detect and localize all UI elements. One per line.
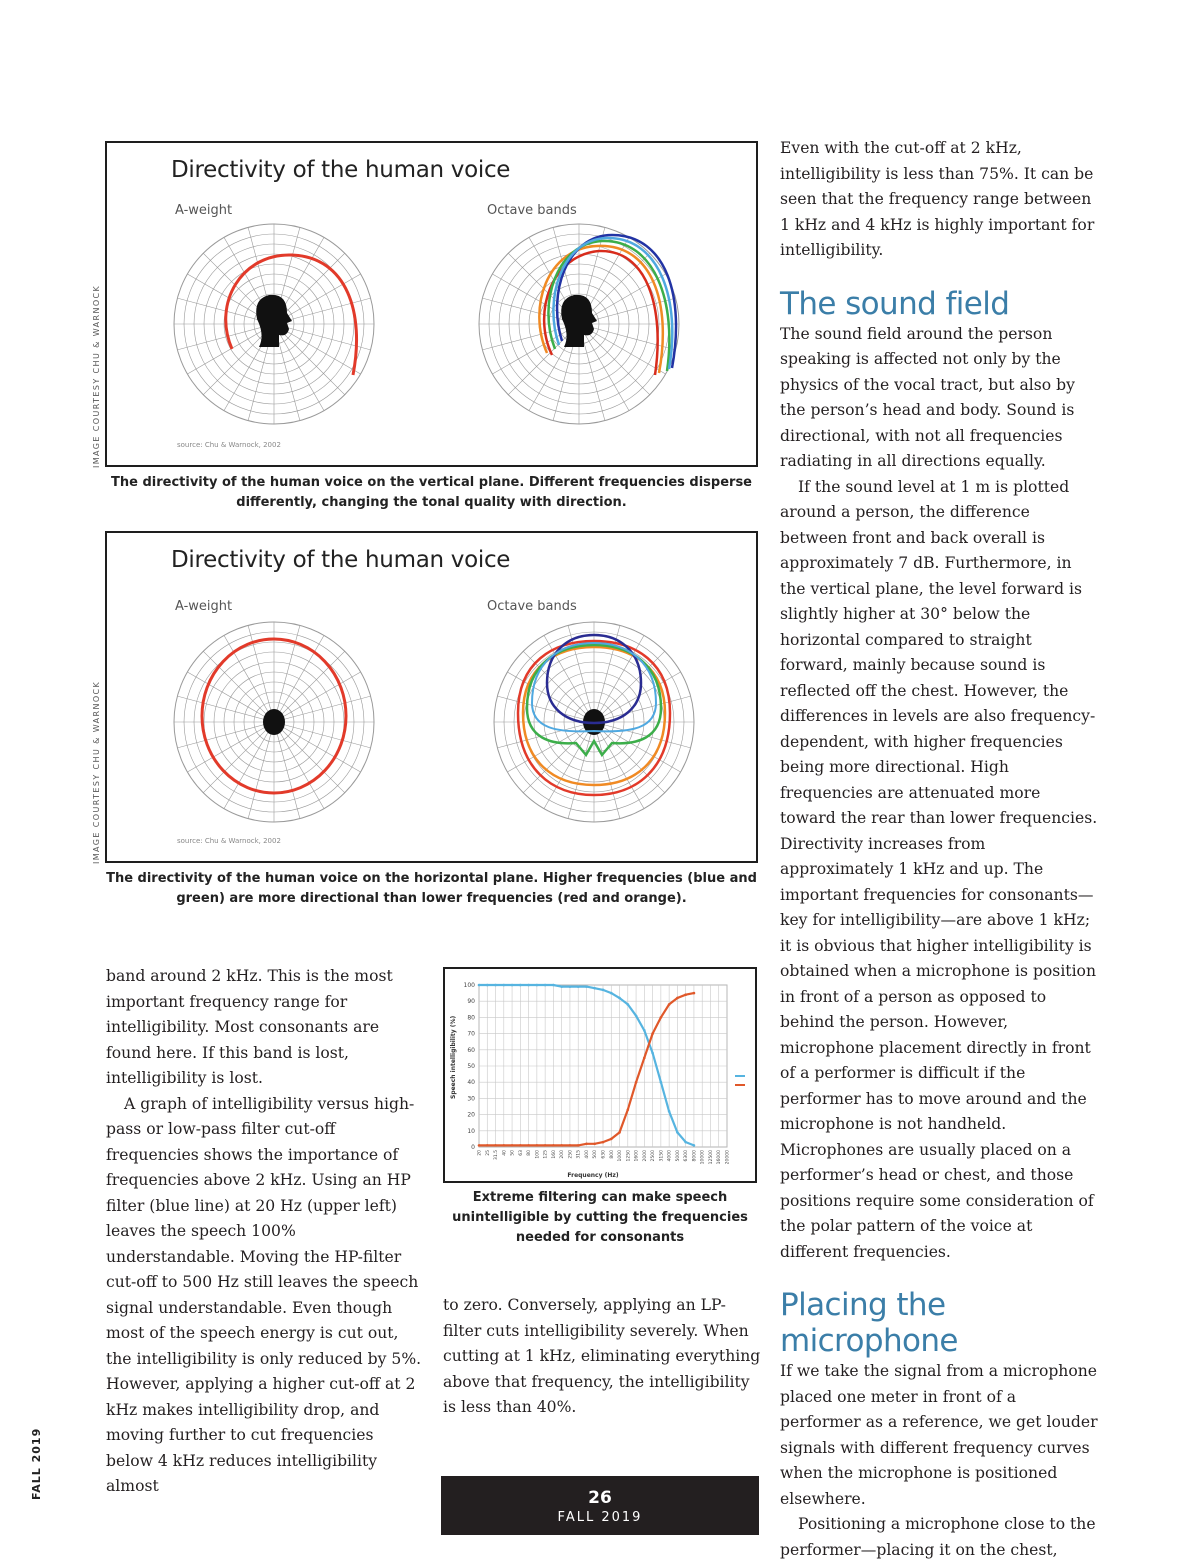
figure1-credit: IMAGE COURTESY CHU & WARNOCK bbox=[92, 284, 101, 468]
polar-spoke bbox=[187, 722, 274, 772]
data-point bbox=[569, 1144, 572, 1147]
data-point bbox=[627, 1108, 630, 1111]
figure2-source: source: Chu & Warnock, 2002 bbox=[177, 837, 281, 845]
data-point bbox=[552, 1144, 555, 1147]
column-1 bbox=[106, 964, 424, 1500]
data-point bbox=[577, 1144, 580, 1147]
y-tick-label: 100 bbox=[463, 982, 475, 989]
data-point bbox=[544, 1144, 547, 1147]
figure1-directivity-vertical bbox=[105, 141, 758, 467]
column1-paragraph-2: A graph of intelligibility versus high-pass or low-pass filter cut-off frequencies shows the importance of frequencies above 2 kHz. Using an HP filter (blue line) at 20 Hz (upper left) leaves the speech 100% understandable. Moving the HP-filter cut-off to 500 Hz still leaves the speech signal understandable. Even though most of the speech energy is cut out, the intelligibility is only reduced by 5%. However, applying a higher cut-off at 2 kHz makes intelligibility drop, and moving further to cut frequencies below 4 kHz reduces intelligibility almost bbox=[106, 1094, 422, 1495]
figure2-directivity-horizontal bbox=[105, 531, 758, 863]
data-point bbox=[643, 1057, 646, 1060]
polar-spoke bbox=[224, 722, 274, 809]
polar-spoke bbox=[594, 722, 620, 819]
data-point bbox=[503, 984, 506, 987]
y-tick-label: 0 bbox=[471, 1144, 475, 1151]
x-tick-label: 4000 bbox=[667, 1150, 673, 1162]
x-tick-label: 1250 bbox=[626, 1150, 632, 1162]
data-point bbox=[560, 985, 563, 988]
heading-placing-microphone: Placing the microphone bbox=[780, 1287, 958, 1359]
figure1-source: source: Chu & Warnock, 2002 bbox=[177, 441, 281, 449]
data-point bbox=[618, 1131, 621, 1134]
y-tick-label: 60 bbox=[467, 1046, 475, 1054]
x-tick-label: 400 bbox=[584, 1150, 590, 1159]
data-point bbox=[536, 1144, 539, 1147]
x-tick-label: 630 bbox=[601, 1150, 607, 1159]
x-tick-label: 50 bbox=[510, 1150, 516, 1156]
x-tick-label: 100 bbox=[535, 1150, 541, 1159]
figure1-left-label: A-weight bbox=[175, 203, 233, 218]
column3-paragraph-5: Positioning a microphone close to the performer—placing it on the chest, bbox=[780, 1515, 1096, 1559]
x-tick-label: 125 bbox=[543, 1150, 549, 1159]
polar-spoke bbox=[579, 324, 629, 411]
data-point bbox=[552, 984, 555, 987]
y-tick-label: 70 bbox=[467, 1030, 475, 1038]
data-point bbox=[478, 1144, 481, 1147]
figure1-caption: The directivity of the human voice on the vertical plane. Different frequencies disperse differently, changing the tonal quality with direction. bbox=[110, 475, 752, 510]
polar-spoke bbox=[274, 635, 324, 722]
column-3 bbox=[780, 136, 1098, 1563]
data-point bbox=[668, 1110, 671, 1113]
data-point bbox=[610, 1138, 613, 1141]
data-point bbox=[651, 1032, 654, 1035]
x-tick-label: 40 bbox=[502, 1150, 508, 1156]
polar-spoke bbox=[274, 722, 324, 809]
data-point bbox=[577, 985, 580, 988]
data-point bbox=[618, 997, 621, 1000]
x-tick-label: 800 bbox=[609, 1150, 615, 1159]
data-point bbox=[486, 1144, 489, 1147]
figure2-credit: IMAGE COURTESY CHU & WARNOCK bbox=[92, 680, 101, 864]
polar-spoke bbox=[224, 635, 274, 722]
x-tick-label: 25 bbox=[485, 1150, 491, 1156]
column3-paragraph-2: The sound field around the person speaking is affected not only by the physics of the vocal tract, but also by the person’s head and body. Sound is directional, with not all frequencies radiating in all directions equally. bbox=[780, 324, 1075, 470]
polar-spoke bbox=[568, 722, 594, 819]
data-point bbox=[486, 984, 489, 987]
data-point bbox=[478, 984, 481, 987]
figure2-polar-plots bbox=[107, 533, 758, 863]
polar-spoke bbox=[177, 696, 274, 722]
figure2-right-label: Octave bands bbox=[487, 599, 577, 614]
chart-ylabel: Speech intelligibility (%) bbox=[450, 1015, 457, 1099]
data-point bbox=[602, 1141, 605, 1144]
x-tick-label: 63 bbox=[518, 1150, 524, 1156]
x-tick-label: 20000 bbox=[725, 1150, 731, 1165]
polar-spoke bbox=[274, 324, 324, 411]
figure1-polar-plots bbox=[107, 143, 758, 467]
x-tick-label: 16000 bbox=[717, 1150, 723, 1165]
x-tick-label: 5000 bbox=[675, 1150, 681, 1162]
column3-paragraph-3: If the sound level at 1 m is plotted around a person, the difference between front and back overall is approximately 7 dB. Furthermore, in the vertical plane, the level forward is slightly higher at 30° below the horizontal compared to straight forward, mainly because sound is reflected off the chest. However, the differences in levels are also frequency-dependent, with higher frequencies being more directional. High frequencies are attenuated more toward the rear than lower frequencies. Directivity increases from approximately 1 kHz and up. The important frequencies for consonants—key for intelligibility—are above 1 kHz; it is obvious that higher intelligibility is obtained when a microphone is position in front of a person as opposed to behind the person. However, microphone placement directly in front of a performer is difficult if the performer has to move around and the microphone is not handheld. Microphones are usually placed on a performer’s head or chest, and those positions require some consideration of the polar pattern of the voice at different frequencies. bbox=[780, 477, 1098, 1261]
polar-spoke bbox=[594, 696, 691, 722]
polar-spoke bbox=[187, 672, 274, 722]
figure3-intelligibility-chart bbox=[443, 967, 757, 1183]
y-tick-label: 40 bbox=[467, 1079, 475, 1087]
polar-spoke bbox=[274, 672, 361, 722]
x-tick-label: 12500 bbox=[708, 1150, 714, 1165]
data-point bbox=[676, 997, 679, 1000]
figure1-right-label: Octave bands bbox=[487, 203, 577, 218]
data-point bbox=[560, 1144, 563, 1147]
data-point bbox=[635, 1081, 638, 1084]
data-point bbox=[627, 1003, 630, 1006]
data-point bbox=[693, 1144, 696, 1147]
page-number: 26 bbox=[588, 1488, 612, 1508]
polar-spoke bbox=[274, 722, 300, 819]
data-point bbox=[569, 985, 572, 988]
column-2 bbox=[443, 1293, 763, 1421]
y-tick-label: 80 bbox=[467, 1014, 475, 1022]
head-topview-icon bbox=[263, 709, 285, 735]
data-point bbox=[593, 1142, 596, 1145]
y-tick-label: 20 bbox=[467, 1111, 475, 1119]
data-point bbox=[511, 984, 514, 987]
polar-spoke bbox=[177, 722, 274, 748]
x-tick-label: 80 bbox=[527, 1150, 533, 1156]
x-tick-label: 6300 bbox=[684, 1150, 690, 1162]
x-tick-label: 2500 bbox=[651, 1150, 657, 1162]
data-point bbox=[651, 1052, 654, 1055]
side-issue-label: FALL 2019 bbox=[30, 1427, 43, 1500]
x-tick-label: 20 bbox=[477, 1150, 483, 1156]
x-tick-label: 1000 bbox=[618, 1150, 624, 1162]
polar-spoke bbox=[492, 324, 579, 374]
data-point bbox=[593, 987, 596, 990]
data-point bbox=[660, 1016, 663, 1019]
x-tick-label: 3150 bbox=[659, 1150, 665, 1162]
data-point bbox=[676, 1131, 679, 1134]
data-point bbox=[519, 984, 522, 987]
column3-paragraph-1: Even with the cut-off at 2 kHz, intelligibility is less than 75%. It can be seen that the frequency range between 1 kHz and 4 kHz is highly important for intelligibility. bbox=[780, 139, 1095, 259]
polar-spoke bbox=[594, 722, 681, 772]
polar-spoke bbox=[274, 696, 371, 722]
data-point bbox=[527, 984, 530, 987]
x-tick-label: 31.5 bbox=[494, 1150, 500, 1161]
x-tick-label: 250 bbox=[568, 1150, 574, 1159]
figure1-title: Directivity of the human voice bbox=[171, 157, 511, 183]
polar-spoke bbox=[274, 722, 361, 772]
polar-spoke bbox=[274, 722, 371, 748]
data-point bbox=[585, 985, 588, 988]
data-point bbox=[635, 1014, 638, 1017]
figure2-left-label: A-weight bbox=[175, 599, 233, 614]
y-tick-label: 30 bbox=[467, 1095, 475, 1103]
data-point bbox=[610, 992, 613, 995]
data-point bbox=[494, 984, 497, 987]
column3-paragraph-4: If we take the signal from a microphone placed one meter in front of a performer as a reference, we get louder signals with different frequency curves when the microphone is positioned elsewhere. bbox=[780, 1362, 1098, 1508]
data-point bbox=[693, 992, 696, 995]
figure2-caption: The directivity of the human voice on the horizontal plane. Higher frequencies (blue and green) are more directional than lower frequencies (red and orange). bbox=[106, 871, 757, 906]
issue-label: FALL 2019 bbox=[557, 1510, 643, 1525]
x-tick-label: 160 bbox=[551, 1150, 557, 1159]
data-point bbox=[643, 1029, 646, 1032]
data-point bbox=[684, 1141, 687, 1144]
x-tick-label: 10000 bbox=[700, 1150, 706, 1165]
data-point bbox=[519, 1144, 522, 1147]
y-tick-label: 90 bbox=[467, 998, 475, 1006]
figure2-title: Directivity of the human voice bbox=[171, 547, 511, 573]
x-tick-label: 8000 bbox=[692, 1150, 698, 1162]
x-tick-label: 2000 bbox=[642, 1150, 648, 1162]
polar-spoke bbox=[497, 696, 594, 722]
data-point bbox=[544, 984, 547, 987]
data-point bbox=[684, 993, 687, 996]
heading-sound-field: The sound field bbox=[780, 285, 1010, 322]
figure3-caption: Extreme filtering can make speech unintelligible by cutting the frequencies needed for consonants bbox=[452, 1190, 748, 1245]
data-point bbox=[668, 1003, 671, 1006]
page-footer bbox=[441, 1476, 759, 1535]
data-point bbox=[503, 1144, 506, 1147]
x-tick-label: 500 bbox=[593, 1150, 599, 1159]
column1-paragraph-1: band around 2 kHz. This is the most important frequency range for intelligibility. Most consonants are found here. If this band is lost, intelligibility is lost. bbox=[106, 967, 393, 1087]
data-point bbox=[494, 1144, 497, 1147]
intelligibility-chart-svg bbox=[445, 969, 755, 1181]
data-point bbox=[585, 1142, 588, 1145]
data-point bbox=[511, 1144, 514, 1147]
x-tick-label: 200 bbox=[560, 1150, 566, 1159]
chart-xlabel: Frequency (Hz) bbox=[567, 1172, 619, 1179]
polar-spoke bbox=[248, 722, 274, 819]
polar-spoke bbox=[507, 722, 594, 772]
data-point bbox=[536, 984, 539, 987]
data-point bbox=[660, 1081, 663, 1084]
data-point bbox=[527, 1144, 530, 1147]
data-point bbox=[602, 989, 605, 992]
x-tick-label: 315 bbox=[576, 1150, 582, 1159]
x-tick-label: 1600 bbox=[634, 1150, 640, 1162]
column2-paragraph-1: to zero. Conversely, applying an LP-filter cuts intelligibility severely. When cutting at 1 kHz, eliminating everything above that frequency, the intelligibility is less than 40%. bbox=[443, 1296, 761, 1416]
y-tick-label: 50 bbox=[467, 1063, 475, 1070]
y-tick-label: 10 bbox=[467, 1127, 475, 1135]
